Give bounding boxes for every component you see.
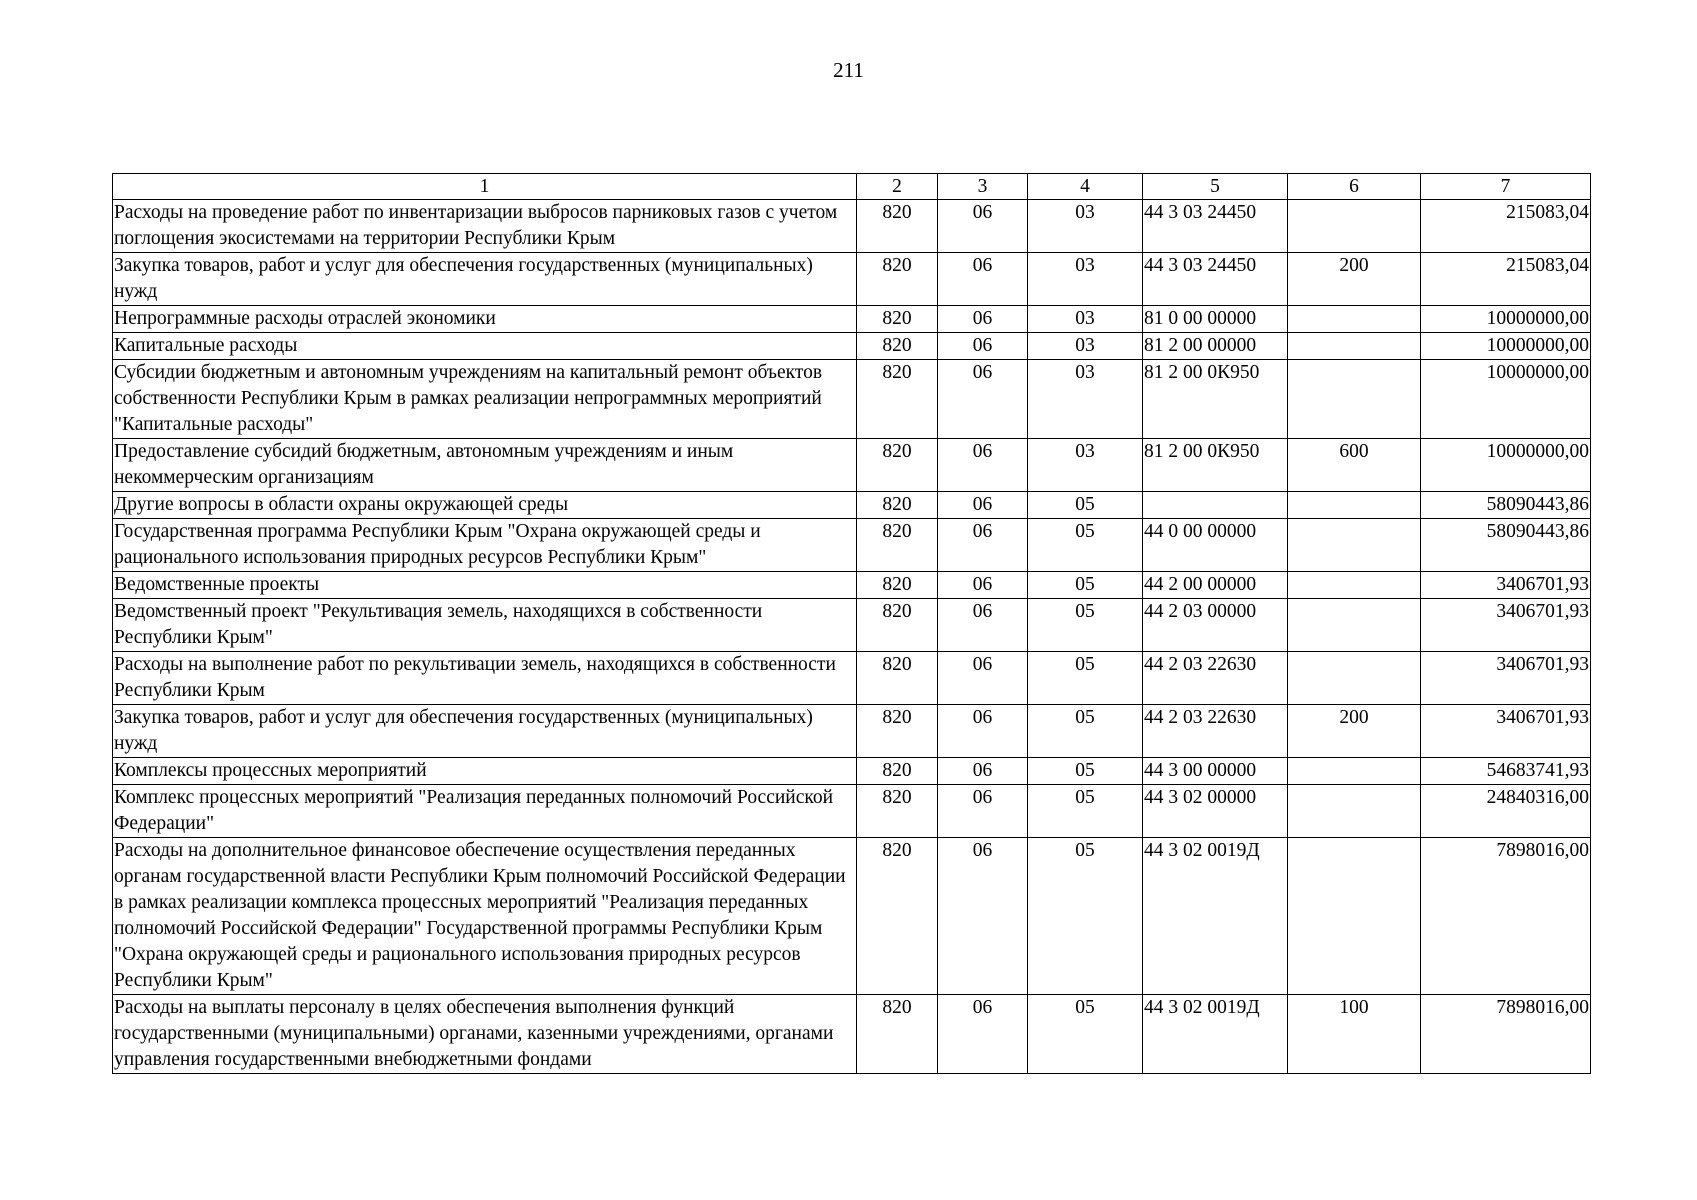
ministry-code-cell: 820	[857, 200, 938, 253]
section-code-cell: 06	[938, 705, 1028, 758]
table-row	[113, 599, 1591, 652]
ministry-code-cell: 820	[857, 333, 938, 360]
ministry-code-cell: 820	[857, 838, 938, 995]
amount-cell: 10000000,00	[1421, 439, 1591, 492]
expense-type-code-cell	[1288, 333, 1421, 360]
amount-cell: 3406701,93	[1421, 599, 1591, 652]
table-row	[113, 652, 1591, 705]
expense-type-code-cell	[1288, 758, 1421, 785]
amount-cell: 58090443,86	[1421, 519, 1591, 572]
table-row	[113, 995, 1591, 1074]
section-code-cell: 06	[938, 360, 1028, 439]
expense-name-cell: Расходы на выполнение работ по рекультивации земель, находящихся в собственности Республики Крым	[113, 652, 857, 705]
ministry-code-cell: 820	[857, 705, 938, 758]
target-item-code-cell: 44 3 03 24450	[1143, 253, 1288, 306]
subsection-code-cell: 05	[1028, 519, 1143, 572]
subsection-code-cell: 03	[1028, 306, 1143, 333]
expense-type-code-cell: 600	[1288, 439, 1421, 492]
expense-name-cell: Расходы на выплаты персоналу в целях обеспечения выполнения функций государственными (муниципальными) органами, казенными учреждениями, органами управления государственными внебюджетными фондами	[113, 995, 857, 1074]
section-code-cell: 06	[938, 652, 1028, 705]
target-item-code-cell: 81 2 00 00000	[1143, 333, 1288, 360]
subsection-code-cell: 05	[1028, 995, 1143, 1074]
subsection-code-cell: 03	[1028, 333, 1143, 360]
expense-name-cell: Субсидии бюджетным и автономным учреждениям на капитальный ремонт объектов собственности Республики Крым в рамках реализации непрограммных мероприятий "Капитальные расходы"	[113, 360, 857, 439]
amount-cell: 3406701,93	[1421, 572, 1591, 599]
ministry-code-cell: 820	[857, 519, 938, 572]
column-header: 4	[1028, 174, 1143, 200]
ministry-code-cell: 820	[857, 995, 938, 1074]
section-code-cell: 06	[938, 519, 1028, 572]
expense-name-cell: Ведомственный проект "Рекультивация земель, находящихся в собственности Республики Крым"	[113, 599, 857, 652]
amount-cell: 7898016,00	[1421, 995, 1591, 1074]
subsection-code-cell: 03	[1028, 439, 1143, 492]
target-item-code-cell	[1143, 492, 1288, 519]
ministry-code-cell: 820	[857, 253, 938, 306]
expense-type-code-cell	[1288, 652, 1421, 705]
expense-type-code-cell	[1288, 599, 1421, 652]
table-row	[113, 838, 1591, 995]
ministry-code-cell: 820	[857, 652, 938, 705]
target-item-code-cell: 44 3 02 0019Д	[1143, 838, 1288, 995]
expense-name-cell: Непрограммные расходы отраслей экономики	[113, 306, 857, 333]
amount-cell: 54683741,93	[1421, 758, 1591, 785]
table-row	[113, 306, 1591, 333]
subsection-code-cell: 05	[1028, 572, 1143, 599]
amount-cell: 3406701,93	[1421, 652, 1591, 705]
target-item-code-cell: 44 2 00 00000	[1143, 572, 1288, 599]
table-row	[113, 705, 1591, 758]
amount-cell: 7898016,00	[1421, 838, 1591, 995]
subsection-code-cell: 03	[1028, 200, 1143, 253]
section-code-cell: 06	[938, 492, 1028, 519]
subsection-code-cell: 03	[1028, 253, 1143, 306]
table-row	[113, 253, 1591, 306]
section-code-cell: 06	[938, 838, 1028, 995]
ministry-code-cell: 820	[857, 599, 938, 652]
target-item-code-cell: 44 3 00 00000	[1143, 758, 1288, 785]
subsection-code-cell: 05	[1028, 758, 1143, 785]
ministry-code-cell: 820	[857, 492, 938, 519]
ministry-code-cell: 820	[857, 758, 938, 785]
column-header: 3	[938, 174, 1028, 200]
section-code-cell: 06	[938, 572, 1028, 599]
section-code-cell: 06	[938, 758, 1028, 785]
target-item-code-cell: 44 3 03 24450	[1143, 200, 1288, 253]
expense-type-code-cell	[1288, 572, 1421, 599]
column-header: 7	[1421, 174, 1591, 200]
section-code-cell: 06	[938, 253, 1028, 306]
amount-cell: 24840316,00	[1421, 785, 1591, 838]
section-code-cell: 06	[938, 200, 1028, 253]
budget-table	[112, 173, 1591, 1074]
expense-type-code-cell	[1288, 492, 1421, 519]
subsection-code-cell: 05	[1028, 838, 1143, 995]
amount-cell: 10000000,00	[1421, 333, 1591, 360]
subsection-code-cell: 05	[1028, 599, 1143, 652]
expense-type-code-cell	[1288, 838, 1421, 995]
target-item-code-cell: 44 3 02 00000	[1143, 785, 1288, 838]
expense-name-cell: Ведомственные проекты	[113, 572, 857, 599]
subsection-code-cell: 05	[1028, 785, 1143, 838]
table-row	[113, 785, 1591, 838]
target-item-code-cell: 81 0 00 00000	[1143, 306, 1288, 333]
expense-name-cell: Закупка товаров, работ и услуг для обеспечения государственных (муниципальных) нужд	[113, 253, 857, 306]
table-body	[113, 200, 1591, 1074]
expense-name-cell: Расходы на проведение работ по инвентаризации выбросов парниковых газов с учетом поглощения экосистемами на территории Республики Крым	[113, 200, 857, 253]
column-header: 5	[1143, 174, 1288, 200]
ministry-code-cell: 820	[857, 572, 938, 599]
expense-type-code-cell	[1288, 306, 1421, 333]
section-code-cell: 06	[938, 785, 1028, 838]
subsection-code-cell: 05	[1028, 492, 1143, 519]
subsection-code-cell: 05	[1028, 652, 1143, 705]
target-item-code-cell: 44 0 00 00000	[1143, 519, 1288, 572]
table-row	[113, 758, 1591, 785]
ministry-code-cell: 820	[857, 306, 938, 333]
subsection-code-cell: 05	[1028, 705, 1143, 758]
section-code-cell: 06	[938, 439, 1028, 492]
target-item-code-cell: 81 2 00 0К950	[1143, 360, 1288, 439]
target-item-code-cell: 44 2 03 22630	[1143, 705, 1288, 758]
page-number: 211	[833, 58, 864, 82]
expense-name-cell: Государственная программа Республики Крым "Охрана окружающей среды и рационального использования природных ресурсов Республики Крым"	[113, 519, 857, 572]
expense-type-code-cell	[1288, 519, 1421, 572]
expense-type-code-cell	[1288, 785, 1421, 838]
table-row	[113, 200, 1591, 253]
expense-type-code-cell	[1288, 200, 1421, 253]
expense-type-code-cell: 200	[1288, 253, 1421, 306]
expense-name-cell: Другие вопросы в области охраны окружающей среды	[113, 492, 857, 519]
ministry-code-cell: 820	[857, 360, 938, 439]
column-header: 2	[857, 174, 938, 200]
subsection-code-cell: 03	[1028, 360, 1143, 439]
expense-name-cell: Расходы на дополнительное финансовое обеспечение осуществления переданных органам государственной власти Республики Крым полномочий Российской Федерации в рамках реализации комплекса процессных мероприятий "Реализация переданных полномочий Российской Федерации" Государственной программы Республики Крым "Охрана окружающей среды и рационального использования природных ресурсов Республики Крым"	[113, 838, 857, 995]
expense-name-cell: Закупка товаров, работ и услуг для обеспечения государственных (муниципальных) нужд	[113, 705, 857, 758]
table-row	[113, 519, 1591, 572]
amount-cell: 215083,04	[1421, 200, 1591, 253]
expense-name-cell: Комплексы процессных мероприятий	[113, 758, 857, 785]
target-item-code-cell: 44 2 03 00000	[1143, 599, 1288, 652]
ministry-code-cell: 820	[857, 439, 938, 492]
table-row	[113, 439, 1591, 492]
amount-cell: 58090443,86	[1421, 492, 1591, 519]
target-item-code-cell: 44 2 03 22630	[1143, 652, 1288, 705]
section-code-cell: 06	[938, 599, 1028, 652]
table-row	[113, 333, 1591, 360]
table-row	[113, 572, 1591, 599]
section-code-cell: 06	[938, 333, 1028, 360]
expense-name-cell: Комплекс процессных мероприятий "Реализация переданных полномочий Российской Федерации"	[113, 785, 857, 838]
table-row	[113, 360, 1591, 439]
target-item-code-cell: 81 2 00 0К950	[1143, 439, 1288, 492]
target-item-code-cell: 44 3 02 0019Д	[1143, 995, 1288, 1074]
section-code-cell: 06	[938, 995, 1028, 1074]
ministry-code-cell: 820	[857, 785, 938, 838]
table-row	[113, 492, 1591, 519]
column-header: 1	[113, 174, 857, 200]
header-row	[113, 174, 1591, 200]
amount-cell: 3406701,93	[1421, 705, 1591, 758]
expense-type-code-cell	[1288, 360, 1421, 439]
expense-type-code-cell: 100	[1288, 995, 1421, 1074]
amount-cell: 10000000,00	[1421, 306, 1591, 333]
expense-name-cell: Предоставление субсидий бюджетным, автономным учреждениям и иным некоммерческим организациям	[113, 439, 857, 492]
amount-cell: 10000000,00	[1421, 360, 1591, 439]
expense-type-code-cell: 200	[1288, 705, 1421, 758]
expense-name-cell: Капитальные расходы	[113, 333, 857, 360]
column-header: 6	[1288, 174, 1421, 200]
amount-cell: 215083,04	[1421, 253, 1591, 306]
section-code-cell: 06	[938, 306, 1028, 333]
